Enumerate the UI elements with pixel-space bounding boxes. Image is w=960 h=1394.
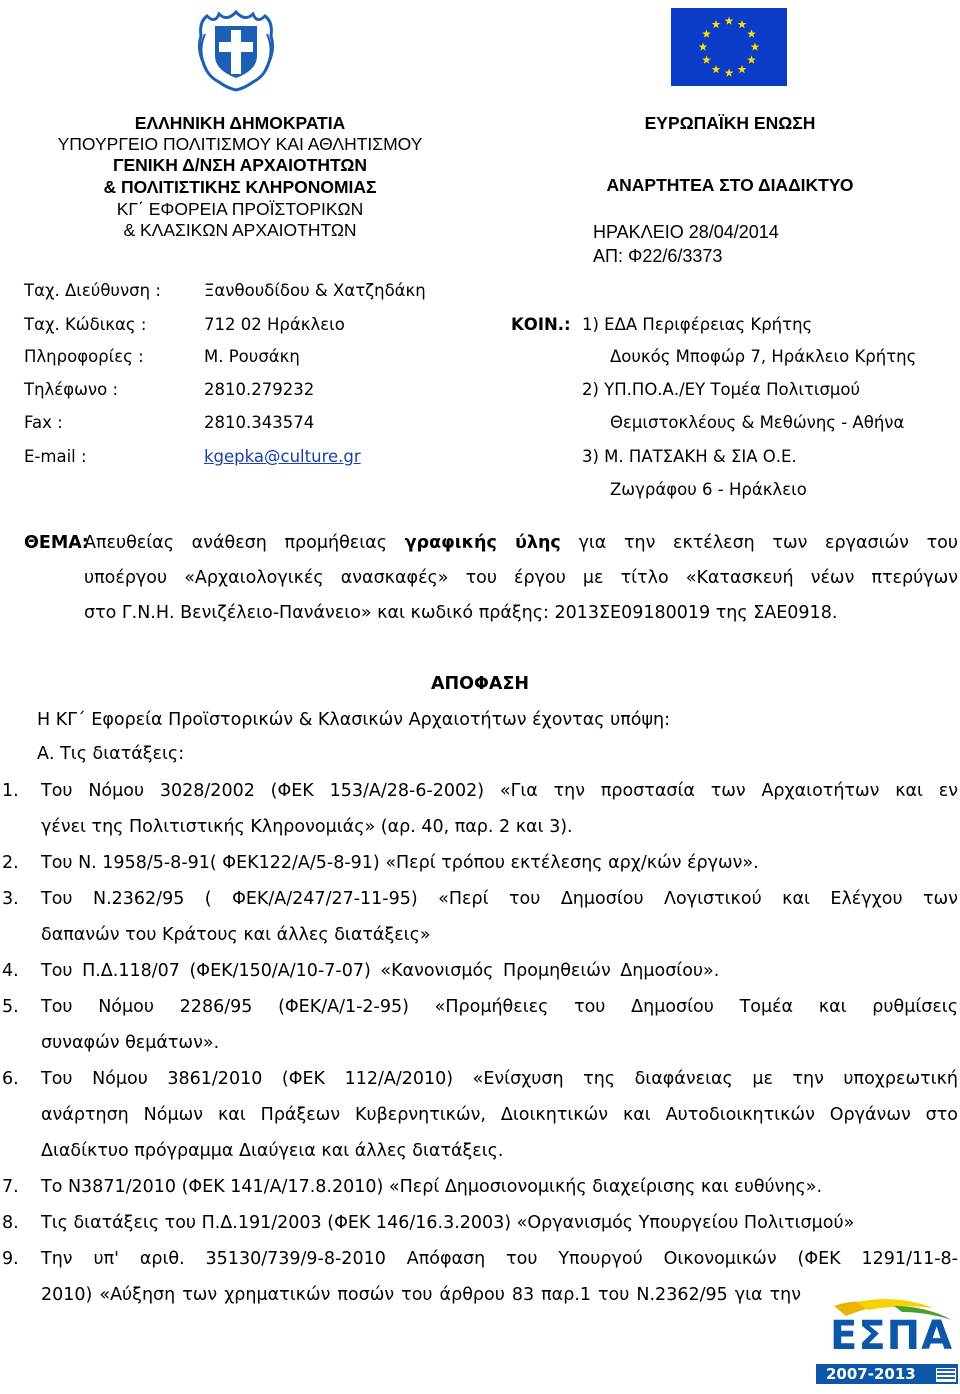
subject-line-2: υποέργου «Αρχαιολογικές ανασκαφές» του έργου με τίτλο «Κατασκευή νέων πτερύγων [84,568,958,588]
item-line: ανάρτηση Νόμων και Πράξεων Κυβερνητικών, Διοικητικών και Αυτοδιοικητικών Οργάνων στο [41,1105,958,1125]
recipient-3-address: Ζωγράφου 6 - Ηράκλειο [610,480,807,499]
item-line: Του Ν. 1958/5-8-91( ΦΕΚ122/Α/5-8-91) «Περί τρόπου εκτέλεσης αρχ/κών έργων». [41,853,759,873]
fax-label: Fax : [24,413,63,432]
item-number: 9. [2,1249,19,1269]
subject-bold: γραφικής ύλης [404,533,561,553]
item-line: γένει της Πολιτιστικής Κληρονομιάς» (αρ. 40, παρ. 2 και 3). [41,817,573,837]
coat-of-arms-icon [193,4,279,92]
subject-line-3: στο Γ.Ν.Η. Βενιζέλειο-Πανάνειο» και κωδικό πράξης: 2013ΣΕ09180019 της ΣΑΕ0918. [84,603,838,623]
item-number: 7. [2,1177,19,1197]
item-line: συναφών θεμάτων». [41,1033,220,1053]
item-line: Διαδίκτυο πρόγραμμα Διαύγεια και άλλες διατάξεις. [41,1141,504,1161]
item-line: Τις διατάξεις του Π.Δ.191/2003 (ΦΕΚ 146/16.3.2003) «Οργανισμός Υπουργείου Πολιτισμού» [41,1213,855,1233]
item-number: 1. [2,781,19,801]
header-ephorate: ΚΓ΄ ΕΦΟΡΕΙΑ ΠΡΟΪΣΤΟΡΙΚΩΝ [116,199,364,219]
espa-logo [816,1298,958,1390]
eu-flag-logo [671,8,787,86]
item-number: 2. [2,853,19,873]
email-link[interactable]: kgepka@culture.gr [204,447,361,466]
recipient-3: 3) Μ. ΠΑΤΣΑΚΗ & ΣΙΑ Ο.Ε. [582,447,797,466]
header-directorate: ΓΕΝΙΚΗ Δ/ΝΣΗ ΑΡΧΑΙΟΤΗΤΩΝ [112,155,368,175]
decision-intro: Η ΚΓ΄ Εφορεία Προϊστορικών & Κλασικών Αρχαιοτήτων έχοντας υπόψη: [37,710,670,730]
posting-notice: ΑΝΑΡΤΗΤΕΑ ΣΤΟ ΔΙΑΔΙΚΤΥΟ [606,175,854,195]
header-eu: ΕΥΡΩΠΑΪΚΗ ΕΝΩΣΗ [644,113,816,133]
item-number: 3. [2,889,19,909]
item-line: Του Νόμου 2286/95 (ΦΕΚ/Α/1-2-95) «Προμήθειες του Δημοσίου Τομέα και ρυθμίσεις [41,997,958,1017]
reference-number: ΑΠ: Φ22/6/3373 [593,246,723,266]
phone-label: Τηλέφωνο : [24,380,119,399]
item-number: 6. [2,1069,19,1089]
phone-value: 2810.279232 [204,380,315,399]
zip-value: 712 02 Ηράκλειο [204,315,345,334]
address-label: Ταχ. Διεύθυνση : [24,281,161,300]
item-line: Του Ν.2362/95 ( ΦΕΚ/Α/247/27-11-95) «Περί του Δημοσίου Λογιστικού και Ελέγχου των [41,889,958,909]
subject-text-1: Απευθείας ανάθεση προμήθειας [84,533,387,553]
item-line: δαπανών του Κράτους και άλλες διατάξεις» [41,925,431,945]
email-label: E-mail : [24,447,87,466]
recipient-2: 2) ΥΠ.ΠΟ.Α./ΕΥ Τομέα Πολιτισμού [582,380,861,399]
document-date: ΗΡΑΚΛΕΙΟ 28/04/2014 [593,222,779,242]
subject-text-2: για την εκτέλεση των εργασιών του [578,533,958,553]
recipient-2-address: Θεμιστοκλέους & Μεθώνης - Αθήνα [610,413,905,432]
decision-title: ΑΠΟΦΑΣΗ [430,674,530,694]
subject-line-1 [84,530,958,556]
eu-flag-icon [671,8,787,86]
item-line: Το Ν3871/2010 (ΦΕΚ 141/Α/17.8.2010) «Περί Δημοσιονομικής διαχείρισης και ευθύνης». [41,1177,823,1197]
recipient-1-address: Δουκός Μποφώρ 7, Ηράκλειο Κρήτης [610,347,917,366]
header-ministry: ΥΠΟΥΡΓΕΙΟ ΠΟΛΙΤΙΣΜΟΥ ΚΑΙ ΑΘΛΗΤΙΣΜΟΥ [57,134,423,154]
fax-value: 2810.343574 [204,413,315,432]
espa-logo-years: 2007-2013 [826,1365,916,1383]
recipient-1: 1) ΕΔΑ Περιφέρειας Κρήτης [582,315,813,334]
espa-logo-text: ΕΣΠΑ [830,1313,954,1359]
header-heritage: & ΠΟΛΙΤΙΣΤΙΚΗΣ ΚΛΗΡΟΝΟΜΙΑΣ [103,177,377,197]
cc-label: ΚΟΙΝ.: [511,315,571,334]
item-line: Του Νόμου 3861/2010 (ΦΕΚ 112/Α/2010) «Ενίσχυση της διαφάνειας με την υποχρεωτική [41,1069,958,1089]
header-republic: ΕΛΛΗΝΙΚΗ ΔΗΜΟΚΡΑΤΙΑ [134,113,346,133]
header-antiquities: & ΚΛΑΣΙΚΩΝ ΑΡΧΑΙΟΤΗΤΩΝ [123,220,357,240]
section-a: Α. Τις διατάξεις: [37,744,185,764]
address-value: Ξανθουδίδου & Χατζηδάκη [204,281,426,300]
info-value: Μ. Ρουσάκη [204,347,300,366]
item-line: 2010) «Αύξηση των χρηματικών ποσών του άρθρου 83 παρ.1 του Ν.2362/95 για την [41,1285,801,1305]
item-line: Την υπ' αριθ. 35130/739/9-8-2010 Απόφαση του Υπουργού Οικονομικών (ΦΕΚ 1291/11-8- [41,1249,958,1269]
subject-label: ΘΕΜΑ: [24,533,89,553]
item-number: 4. [2,961,19,981]
item-line: Του Π.Δ.118/07 (ΦΕΚ/150/Α/10-7-07) «Κανονισμός Προμηθειών Δημοσίου». [41,961,720,981]
item-number: 8. [2,1213,19,1233]
item-line: Του Νόμου 3028/2002 (ΦΕΚ 153/Α/28-6-2002) «Για την προστασία των Αρχαιοτήτων και εν [41,781,958,801]
zip-label: Ταχ. Κώδικας : [24,315,147,334]
item-number: 5. [2,997,19,1017]
info-label: Πληροφορίες : [24,347,144,366]
greek-coat-of-arms-logo [193,4,279,92]
